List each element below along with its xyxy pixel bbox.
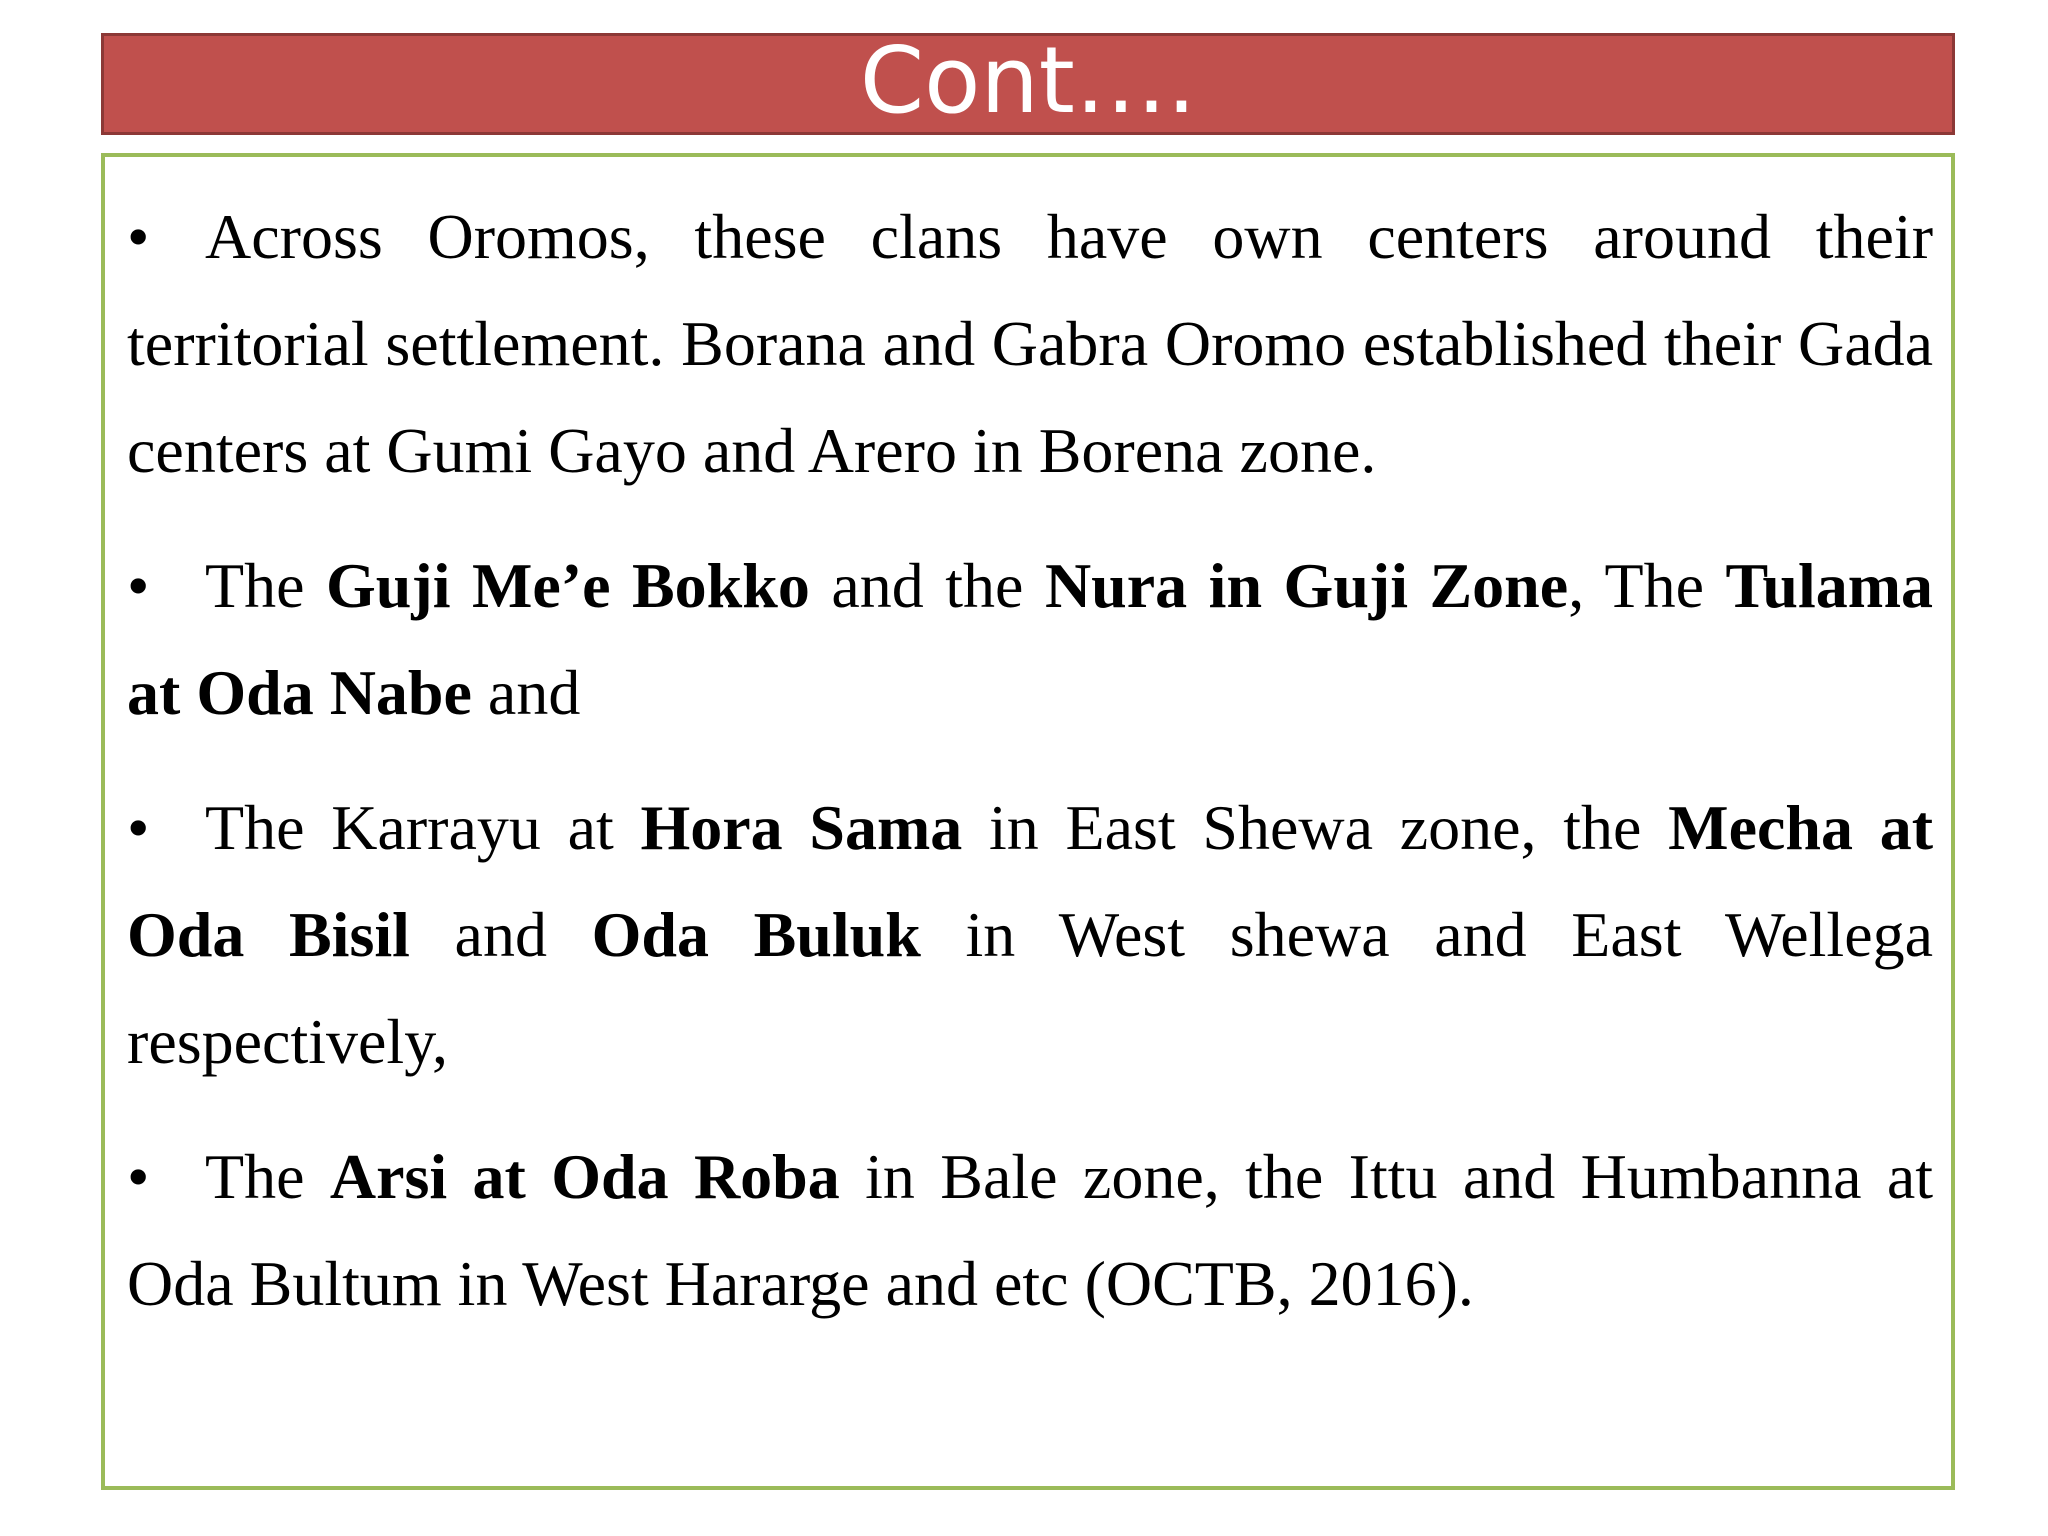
bullet-text: The	[205, 1141, 330, 1212]
bullet-text: and	[409, 899, 592, 970]
bullet-bold-text: Mecha at Oda Bisil	[127, 792, 1934, 970]
bullet-text: Across Oromos, these clans have own centers around their territorial settlement. Borana and Gabra Oromo established their Gada centers at Gumi Gayo and Arero in Borena zone.	[127, 201, 1933, 486]
bullet-bold-text: Guji Me’e Bokko	[326, 550, 810, 621]
bullet-bold-text: Arsi at Oda Roba	[329, 1141, 840, 1212]
bullet-item	[127, 532, 1933, 746]
slide-title: Cont….	[859, 27, 1197, 134]
bullet-dot-icon: •	[127, 550, 150, 621]
bullet-bold-text: Tulama at Oda Nabe	[127, 550, 1934, 728]
bullet-text: in West shewa and East Wellega respectively,	[127, 899, 1934, 1077]
bullet-text: in East Shewa zone, the	[962, 792, 1669, 863]
bullet-bold-text: Oda Buluk	[591, 899, 921, 970]
bullet-dot-icon: •	[127, 792, 150, 863]
bullet-text: in Bale zone, the Ittu and Humbanna at Oda Bultum in West Hararge and etc (OCTB, 2016).	[127, 1141, 1934, 1319]
bullet-dot-icon: •	[127, 1141, 150, 1212]
slide-title-bar	[101, 27, 1955, 135]
bullet-list	[127, 183, 1933, 1365]
content-box	[101, 153, 1955, 1490]
bullet-bold-text: Nura in Guji Zone	[1044, 550, 1569, 621]
bullet-text: The Karrayu at	[205, 792, 641, 863]
bullet-text: and	[471, 657, 581, 728]
bullet-item	[127, 1123, 1933, 1337]
bullet-text: , The	[1568, 550, 1726, 621]
bullet-bold-text: Hora Sama	[640, 792, 963, 863]
bullet-item	[127, 774, 1933, 1095]
bullet-text: The	[205, 550, 326, 621]
bullet-item	[127, 183, 1933, 504]
bullet-dot-icon: •	[127, 201, 150, 272]
bullet-text: and the	[809, 550, 1045, 621]
